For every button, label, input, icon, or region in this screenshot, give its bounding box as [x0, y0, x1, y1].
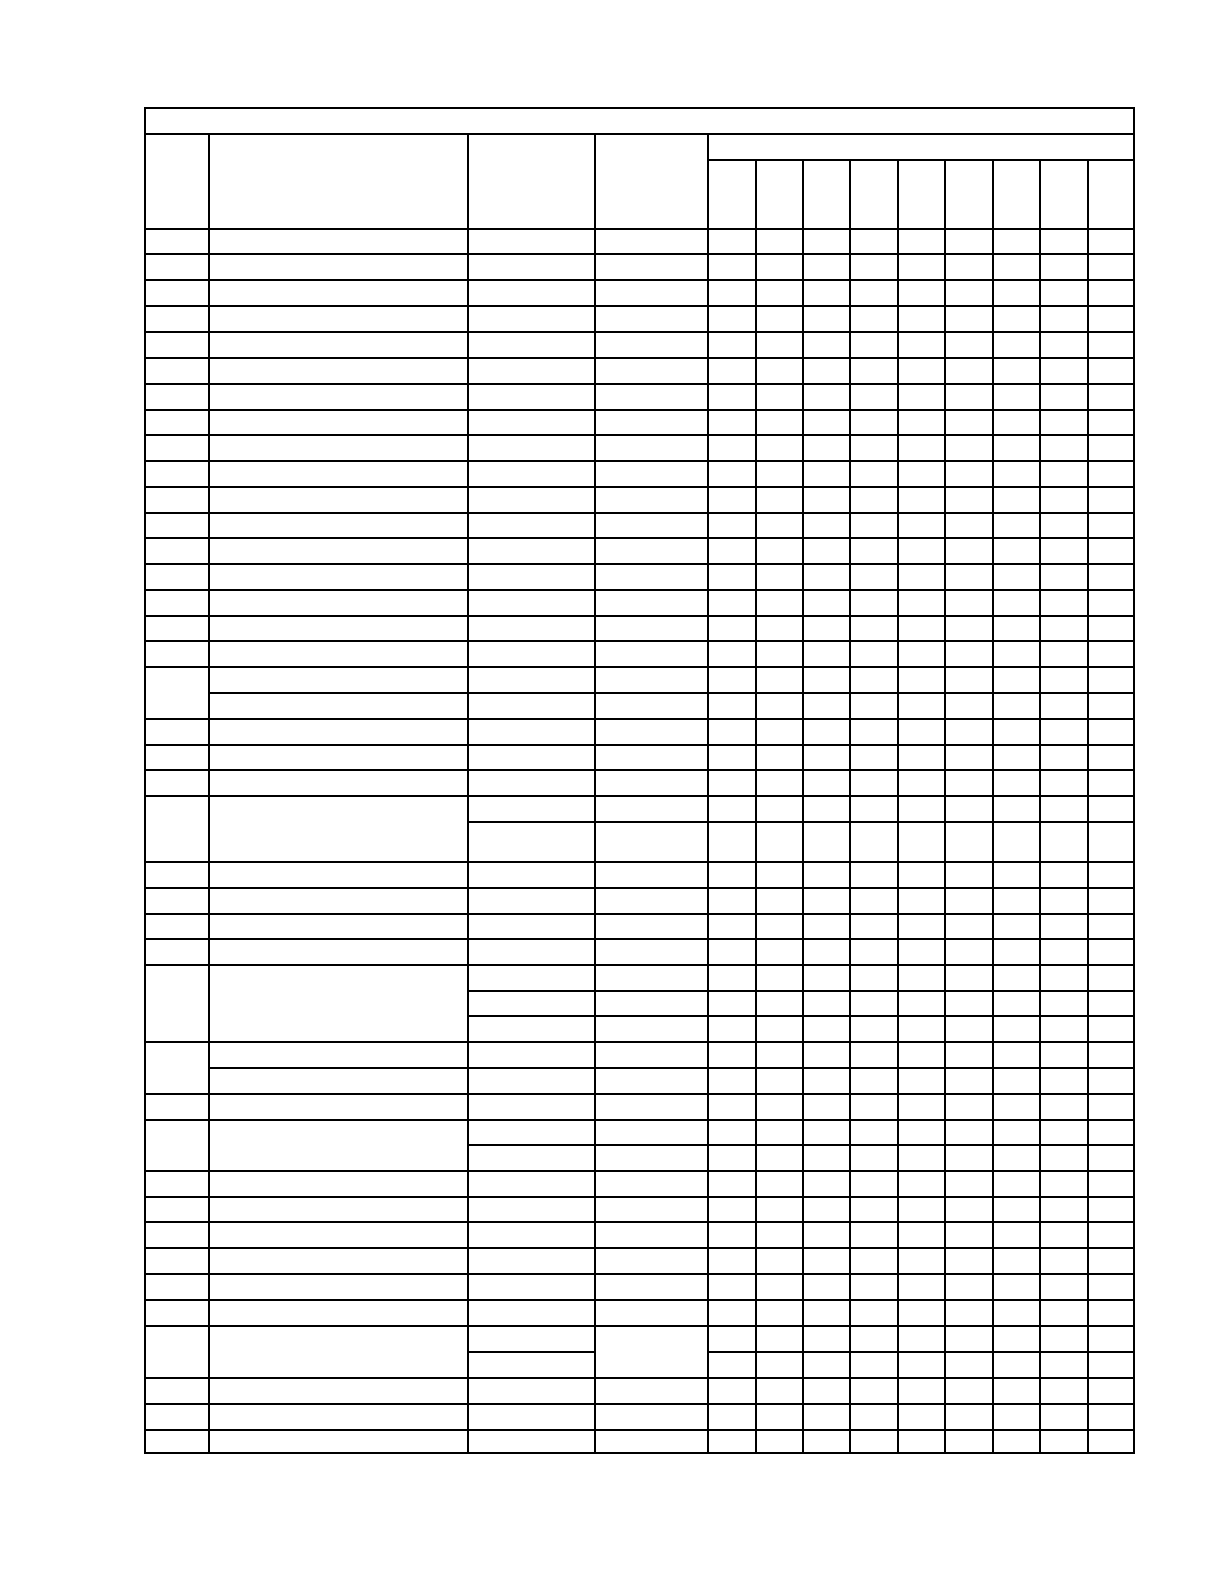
grid-lines: [145, 108, 1134, 1453]
